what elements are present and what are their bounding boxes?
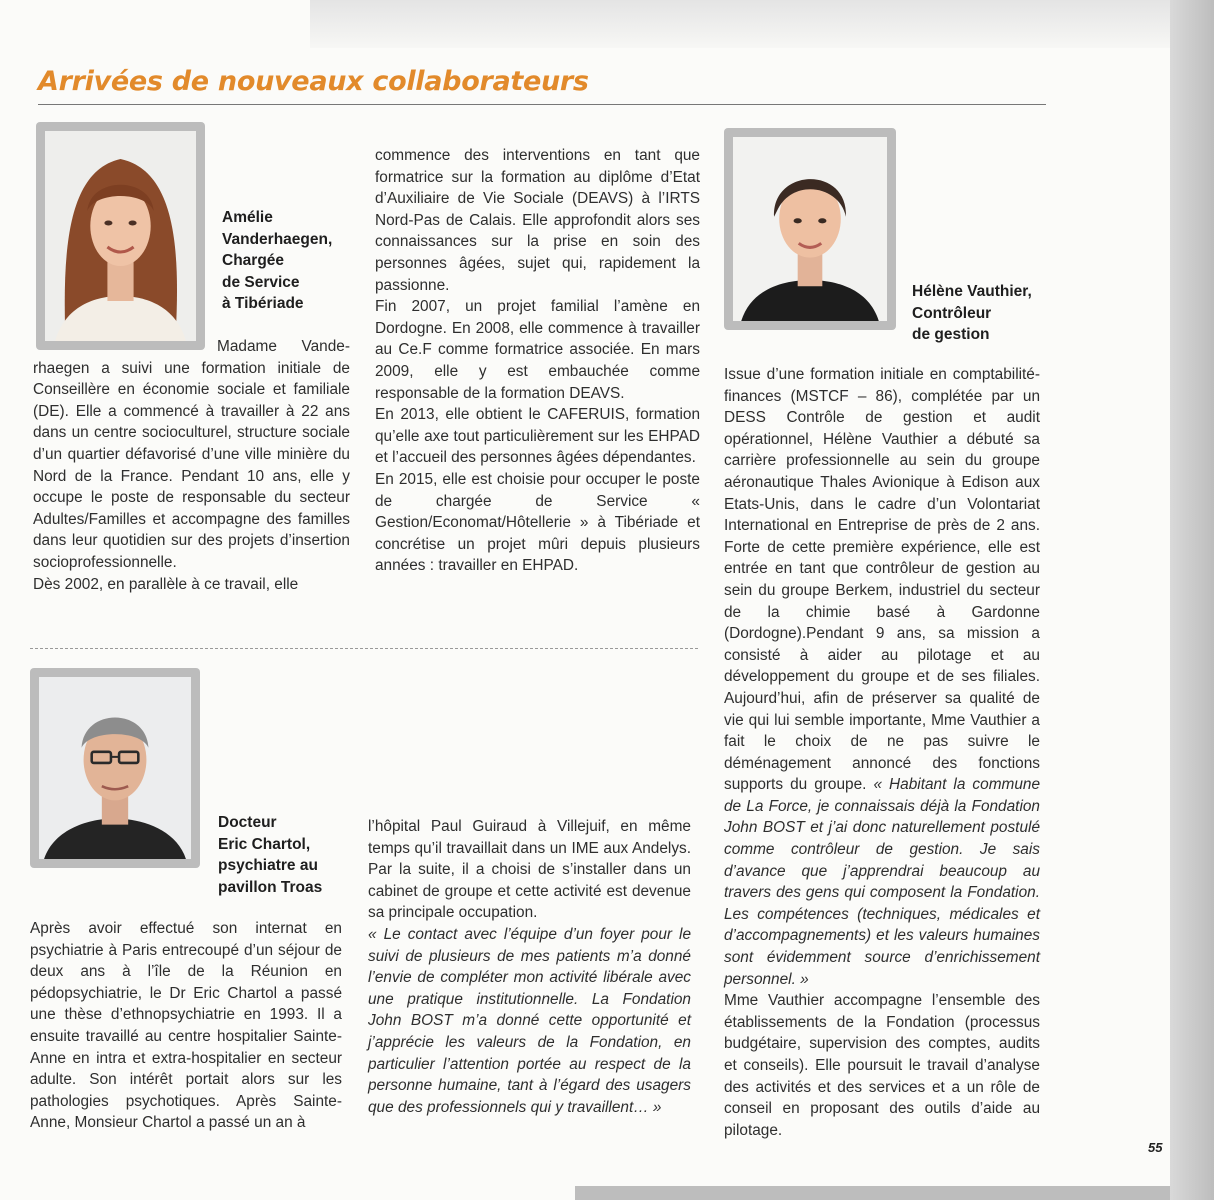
page-number: 55 (1148, 1140, 1163, 1155)
eric-quote-text: « Le contact avec l’équipe d’un foyer pour le suivi de plusieurs de mes patients m’a donné l’envie de compléter mon activité libérale avec une pratique institutionnelle. La Fondation John BOST m’a donné cette opportunité et j’apprécie les valeurs de la Fondation, en particulier l’attention portée au respect de la personne humaine, tant à l’égard des usagers que des professionnels qui y travaillent… » (368, 925, 691, 1116)
section-divider (30, 648, 698, 649)
eric-text-column-2 (368, 816, 691, 1118)
helene-quote: « Habitant la commune de La Force, je connaissais déjà la Fondation John BOST et j’ai donc naturellement postulé comme contrôleur de gestion. Je sais d’avance que j’apprendrai beaucoup au travers des gens qui composent la Fondation. Les compétences (techniques, médicales et d’accompagnements) et les valeurs humaines sont évidemment source d’enrichissement personnel. » (724, 776, 1041, 988)
eric-text-column-1 (30, 918, 342, 1134)
amelie-caption: Amélie Vanderhaegen, Chargée de Service à Tibériade (222, 209, 333, 312)
amelie-paragraph: En 2013, elle obtient le CAFERUIS, formation qu’elle axe tout particulièrement sur les EHPAD et l’accueil des personnes âgées dépendantes. (375, 406, 700, 467)
helene-photo (724, 128, 896, 330)
helene-text-column (724, 364, 1040, 1141)
eric-quote (368, 924, 691, 1118)
amelie-photo (36, 122, 205, 350)
amelie-text-column-2 (375, 145, 700, 577)
helene-paragraph-1: Issue d’une formation initiale en comptabilité-finances (MSTCF – 86), complétée par un DESS Contrôle de gestion et audit opérationnel, Hélène Vauthier a débuté sa carrière professionnelle au sein du groupe aéronautique Thales Avionique à Edison aux Etats-Unis, dans le cadre d’un Volontariat International en Entreprise de près de 2 ans. Forte de cette première expérience, elle est entrée en tant que contrôleur de gestion au sein du groupe Berkem, industriel du secteur de la chimie basé à Gardonne (Dordogne).Pendant 9 ans, sa mission a consisté à aider au pilotage et au développement du groupe et de ses filiales. Aujourd’hui, afin de préserver sa qualité de vie qui lui semble importante, Mme Vauthier a fait le choix de ne pas suivre le déménagement annoncé des fonctions supports du groupe. (724, 366, 1040, 794)
bottom-bleed-strip (575, 1186, 1170, 1200)
eric-paragraph: Après avoir effectué son internat en psychiatrie à Paris entrecoupé d’un séjour de deux ans à l’île de la Réunion en pédopsychiatrie, le Dr Eric Chartol a passé une thèse d’ethnopsychiatrie en 1993. Il a ensuite travaillé au centre hospitalier Sainte-Anne en intra et extra-hospitalier en secteur adulte. Son intérêt portait alors sur les pathologies psychotiques. Après Sainte-Anne, Monsieur Chartol a passé un an à (30, 920, 342, 1132)
amelie-text-column-1 (33, 336, 350, 595)
eric-photo (30, 668, 200, 868)
page-gutter-shadow (1170, 0, 1214, 1200)
amelie-paragraph: commence des interventions en tant que formatrice sur la formation au diplôme d’Etat d’Auxiliaire de Vie Sociale (DEAVS) à l’IRTS Nord-Pas de Calais. Elle approfondit alors ses connaissances sur la prise en soin des personnes âgées, sujet qui, rapidement la passionne. (375, 147, 700, 294)
eric-caption: Docteur Eric Chartol, psychiatre au pavillon Troas (218, 814, 323, 896)
helene-paragraph (724, 364, 1040, 990)
helene-caption: Hélène Vauthier, Contrôleur de gestion (912, 283, 1032, 343)
top-bleed-strip (310, 0, 1170, 48)
amelie-paragraph: Madame Vande-rhaegen a suivi une formation initiale de Conseillère en économie sociale et familiale (DE). Elle a commencé à travailler à 22 ans dans un centre socioculturel, structure sociale d’un quartier défavorisé d’une ville minière du Nord de la France. Pendant 10 ans, elle y occupe le poste de responsable du secteur Adultes/Familles et accompagne des familles dans leur quotidien sur des projets d’insertion socioprofessionnelle. (33, 338, 350, 571)
eric-paragraph: l’hôpital Paul Guiraud à Villejuif, en même temps qu’il travaillait dans un IME aux Andelys. Par la suite, il a choisi de s’installer dans un cabinet de groupe et cette activité est devenue sa principale occupation. (368, 818, 691, 922)
amelie-paragraph: Fin 2007, un projet familial l’amène en Dordogne. En 2008, elle commence à travailler au Ce.F comme formatrice associée. En mars 2009, elle y est embauchée comme responsable de la formation DEAVS. (375, 298, 700, 402)
helene-paragraph-2: Mme Vauthier accompagne l’ensemble des établissements de la Fondation (processus budgétaire, supervision des comptes, audits et conseils). Elle poursuit le travail d’analyse des activités et des services et a un rôle de conseil en proposant des outils d’aide au pilotage. (724, 992, 1040, 1139)
title-rule (38, 104, 1046, 105)
amelie-paragraph: Dès 2002, en parallèle à ce travail, elle (33, 575, 299, 593)
amelie-paragraph: En 2015, elle est choisie pour occuper le poste de chargée de Service « Gestion/Economat/Hôtellerie » à Tibériade et concrétise un projet mûri depuis plusieurs années : travailler en EHPAD. (375, 470, 700, 575)
section-title: Arrivées de nouveaux collaborateurs (38, 66, 589, 97)
